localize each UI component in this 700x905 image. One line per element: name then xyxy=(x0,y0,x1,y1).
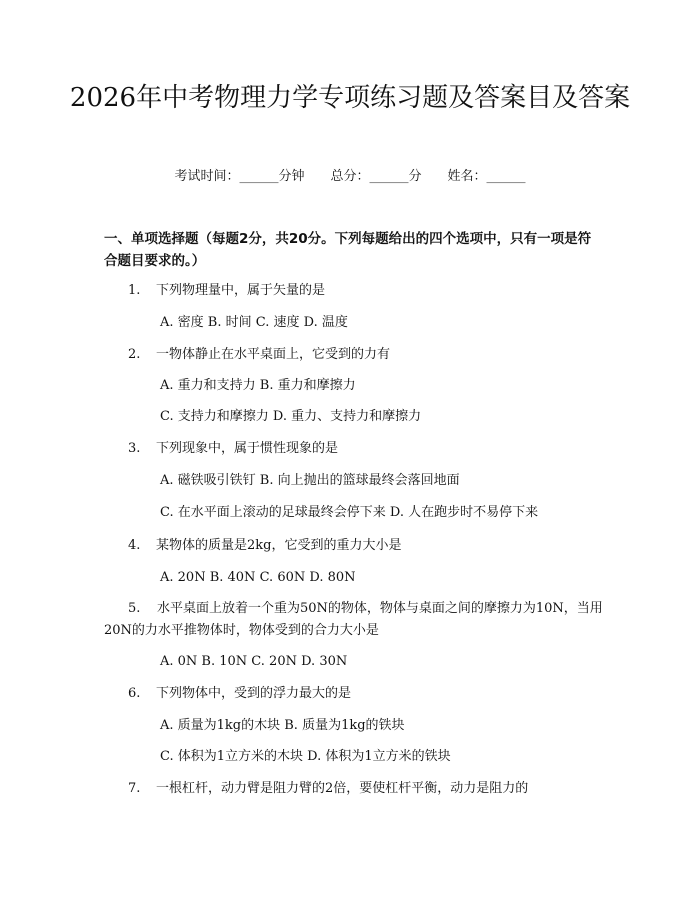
exam-time-field: 考试时间：______分钟 xyxy=(174,169,305,184)
question-3 xyxy=(104,438,600,460)
question-2-options-row-2: C. 支持力和摩擦力 D. 重力、支持力和摩擦力 xyxy=(160,409,422,424)
total-score-field: 总分：______分 xyxy=(330,169,422,184)
question-number: 4. xyxy=(128,538,141,553)
question-text: 水平桌面上放着一个重为50N的物体，物体与桌面之间的摩擦力为10N，当用20N的力水平推物体时，物体受到的合力大小是 xyxy=(104,601,603,638)
question-text: 一根杠杆，动力臂是阻力臂的2倍，要使杠杆平衡，动力是阻力的 xyxy=(156,781,529,796)
question-4 xyxy=(104,535,600,557)
question-5 xyxy=(104,598,604,642)
question-3-options-row-1: A. 磁铁吸引铁钉 B. 向上抛出的篮球最终会落回地面 xyxy=(160,473,460,488)
question-number: 3. xyxy=(128,441,141,456)
question-2-options-row-1: A. 重力和支持力 B. 重力和摩擦力 xyxy=(160,378,356,393)
question-number: 7. xyxy=(128,781,141,796)
exam-meta xyxy=(0,166,700,188)
question-1 xyxy=(104,280,600,302)
question-6-options-row-1: A. 质量为1kg的木块 B. 质量为1kg的铁块 xyxy=(160,718,405,733)
question-6-options-row-2: C. 体积为1立方米的木块 D. 体积为1立方米的铁块 xyxy=(160,749,451,764)
question-5-options: A. 0N B. 10N C. 20N D. 30N xyxy=(160,654,348,669)
question-3-options-row-2: C. 在水平面上滚动的足球最终会停下来 D. 人在跑步时不易停下来 xyxy=(160,505,539,520)
question-text: 一物体静止在水平桌面上，它受到的力有 xyxy=(156,347,391,362)
question-text: 下列物理量中，属于矢量的是 xyxy=(156,283,326,298)
question-1-options: A. 密度 B. 时间 C. 速度 D. 温度 xyxy=(160,315,348,330)
question-number: 1. xyxy=(128,283,141,298)
question-text: 某物体的质量是2kg，它受到的重力大小是 xyxy=(156,538,402,553)
question-7 xyxy=(104,778,600,800)
question-number: 5. xyxy=(128,601,141,616)
section-heading: 一、单项选择题（每题2分，共20分。下列每题给出的四个选项中，只有一项是符合题目要求的。） xyxy=(104,231,592,269)
question-text: 下列物体中，受到的浮力最大的是 xyxy=(156,686,352,701)
question-2 xyxy=(104,344,600,366)
question-6 xyxy=(104,683,600,705)
student-name-field: 姓名：______ xyxy=(447,169,526,184)
question-text: 下列现象中，属于惯性现象的是 xyxy=(156,441,339,456)
page-title: 2026年中考物理力学专项练习题及答案目及答案 xyxy=(69,83,631,113)
question-number: 6. xyxy=(128,686,141,701)
question-4-options: A. 20N B. 40N C. 60N D. 80N xyxy=(160,570,356,585)
question-number: 2. xyxy=(128,347,141,362)
